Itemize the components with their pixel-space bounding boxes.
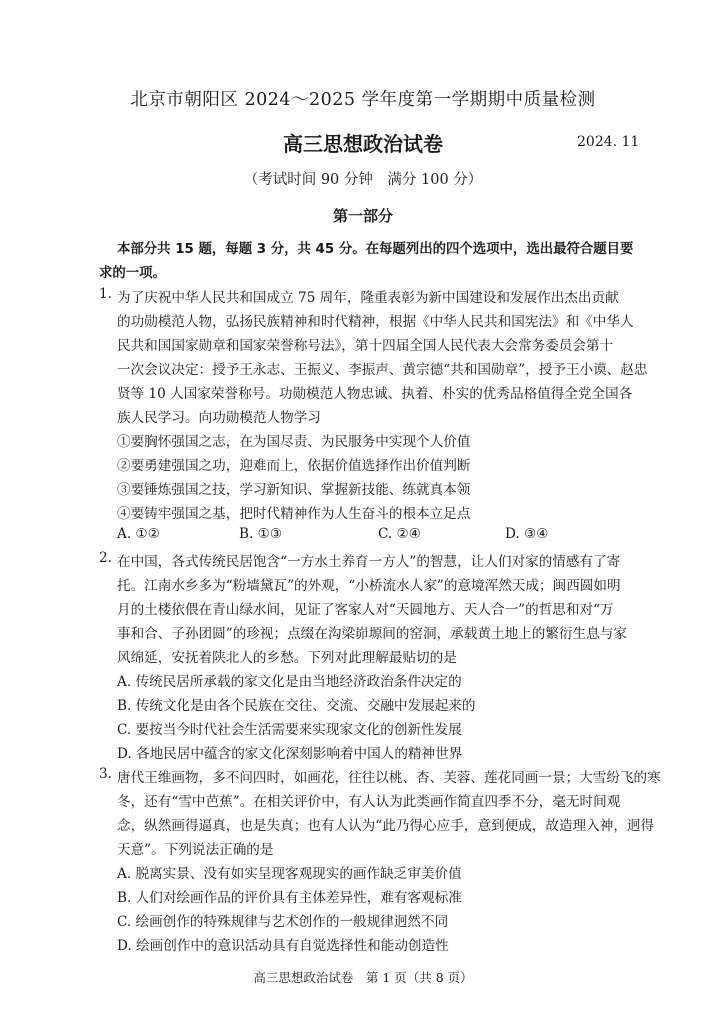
question-1-stem-line: 一次会议决定：授予王永志、王振义、李振声、黄宗德“共和国勋章”，授予王小谟、赵忠	[117, 362, 648, 378]
question-2-stem-line: 在中国，各式传统民居饱含“一方水土养育一方人”的智慧，让人们对家的情感有了寄	[117, 554, 621, 570]
page-footer: 高三思想政治试卷 第 1 页（共 8 页）	[253, 970, 473, 985]
question-2-stem-line: 月的土楼依偎在青山绿水间，见证了客家人对“天圆地方、天人合一”的哲思和对“万	[117, 602, 614, 618]
part-instructions-line-2: 求的一项。	[99, 266, 166, 281]
paper-title: 高三思想政治试卷	[283, 132, 443, 156]
question-1-statement: ④要铸牢强国之基，把时代精神作为人生奋斗的根本立足点	[117, 506, 471, 522]
question-2-choice-a[interactable]: A. 传统民居所承载的家文化是由当地经济政治条件决定的	[117, 674, 462, 690]
question-2-stem-line: 托。江南水乡多为“粉墙黛瓦”的外观，“小桥流水人家”的意境浑然天成；闽西圆如明	[117, 578, 621, 594]
question-1-stem-line: 贤等 10 人国家荣誉称号。功勋模范人物忠诚、执着、朴实的优秀品格值得全党全国各	[117, 386, 633, 402]
question-1-stem-line: 族人民学习。向功勋模范人物学习	[117, 410, 321, 426]
question-1-statement: ②要勇建强国之功，迎难而上，依据价值选择作出价值判断	[117, 458, 471, 474]
question-2-choice-c[interactable]: C. 要按当今时代社会生活需要来实现家文化的创新性发展	[117, 722, 462, 738]
question-3-stem-line: 天意”。下列说法正确的是	[117, 842, 274, 858]
question-3-choice-d[interactable]: D. 绘画创作中的意识活动具有自觉选择性和能动创造性	[117, 938, 449, 954]
question-3-number: 3.	[99, 766, 112, 782]
question-1-choice-d[interactable]: D. ③④	[505, 526, 549, 542]
question-1-number: 1.	[99, 286, 112, 302]
question-2-choice-d[interactable]: D. 各地民居中蕴含的家文化深刻影响着中国人的精神世界	[117, 746, 463, 762]
part-one-title: 第一部分	[332, 207, 393, 225]
question-1-choice-c[interactable]: C. ②④	[378, 526, 421, 542]
question-2-number: 2.	[99, 550, 112, 566]
question-2-stem-line: 事和合、子孙团圆”的珍视；点缀在沟梁峁塬间的窑洞，承载黄土地上的繁衍生息与家	[117, 626, 627, 642]
question-1-choice-b[interactable]: B. ①③	[239, 526, 283, 542]
school-exam-header: 北京市朝阳区 2024～2025 学年度第一学期期中质量检测	[130, 90, 596, 110]
question-3-stem-line: 唐代王维画物，多不问四时，如画花，往往以桃、杏、芙蓉、莲花同画一景；大雪纷飞的寒	[117, 770, 661, 786]
question-3-choice-c[interactable]: C. 绘画创作的特殊规律与艺术创作的一般规律迥然不同	[117, 914, 449, 930]
question-2-stem-line: 风绵延，安抚着陕北人的乡愁。下列对此理解最贴切的是	[117, 650, 457, 666]
question-1-stem-line: 民共和国国家勋章和国家荣誉称号法》，第十四届全国人民代表大会常务委员会第十	[117, 338, 614, 354]
question-1-stem-line: 的功勋模范人物，弘扬民族精神和时代精神，根据《中华人民共和国宪法》和《中华人	[117, 314, 634, 330]
question-3-stem-line: 冬，还有“雪中芭蕉”。在相关评价中，有人认为此类画作简直四季不分，毫无时间观	[117, 794, 621, 810]
question-2-choice-b[interactable]: B. 传统文化是由各个民族在交往、交流、交融中发展起来的	[117, 698, 476, 714]
question-1-statement: ①要胸怀强国之志，在为国尽责、为民服务中实现个人价值	[117, 434, 471, 450]
part-instructions-line-1: 本部分共 15 题，每题 3 分，共 45 分。在每题列出的四个选项中，选出最符合题目要	[117, 242, 634, 257]
exam-time-score-info: （考试时间 90 分钟 满分 100 分）	[243, 172, 483, 188]
question-1-choice-a[interactable]: A. ①②	[117, 526, 160, 542]
question-3-stem-line: 念，纵然画得逼真，也是失真；也有人认为“此乃得心应手，意到便成，故造理入神，迥得	[117, 818, 655, 834]
exam-date: 2024. 11	[577, 134, 640, 150]
question-1-statement: ③要锤炼强国之技，学习新知识、掌握新技能、练就真本领	[117, 482, 471, 498]
question-3-choice-b[interactable]: B. 人们对绘画作品的评价具有主体差异性，难有客观标准	[117, 890, 462, 906]
question-1-stem-line: 为了庆祝中华人民共和国成立 75 周年，隆重表彰为新中国建设和发展作出杰出贡献	[117, 290, 619, 306]
question-3-choice-a[interactable]: A. 脱离实景、没有如实呈现客观现实的画作缺乏审美价值	[117, 866, 462, 882]
